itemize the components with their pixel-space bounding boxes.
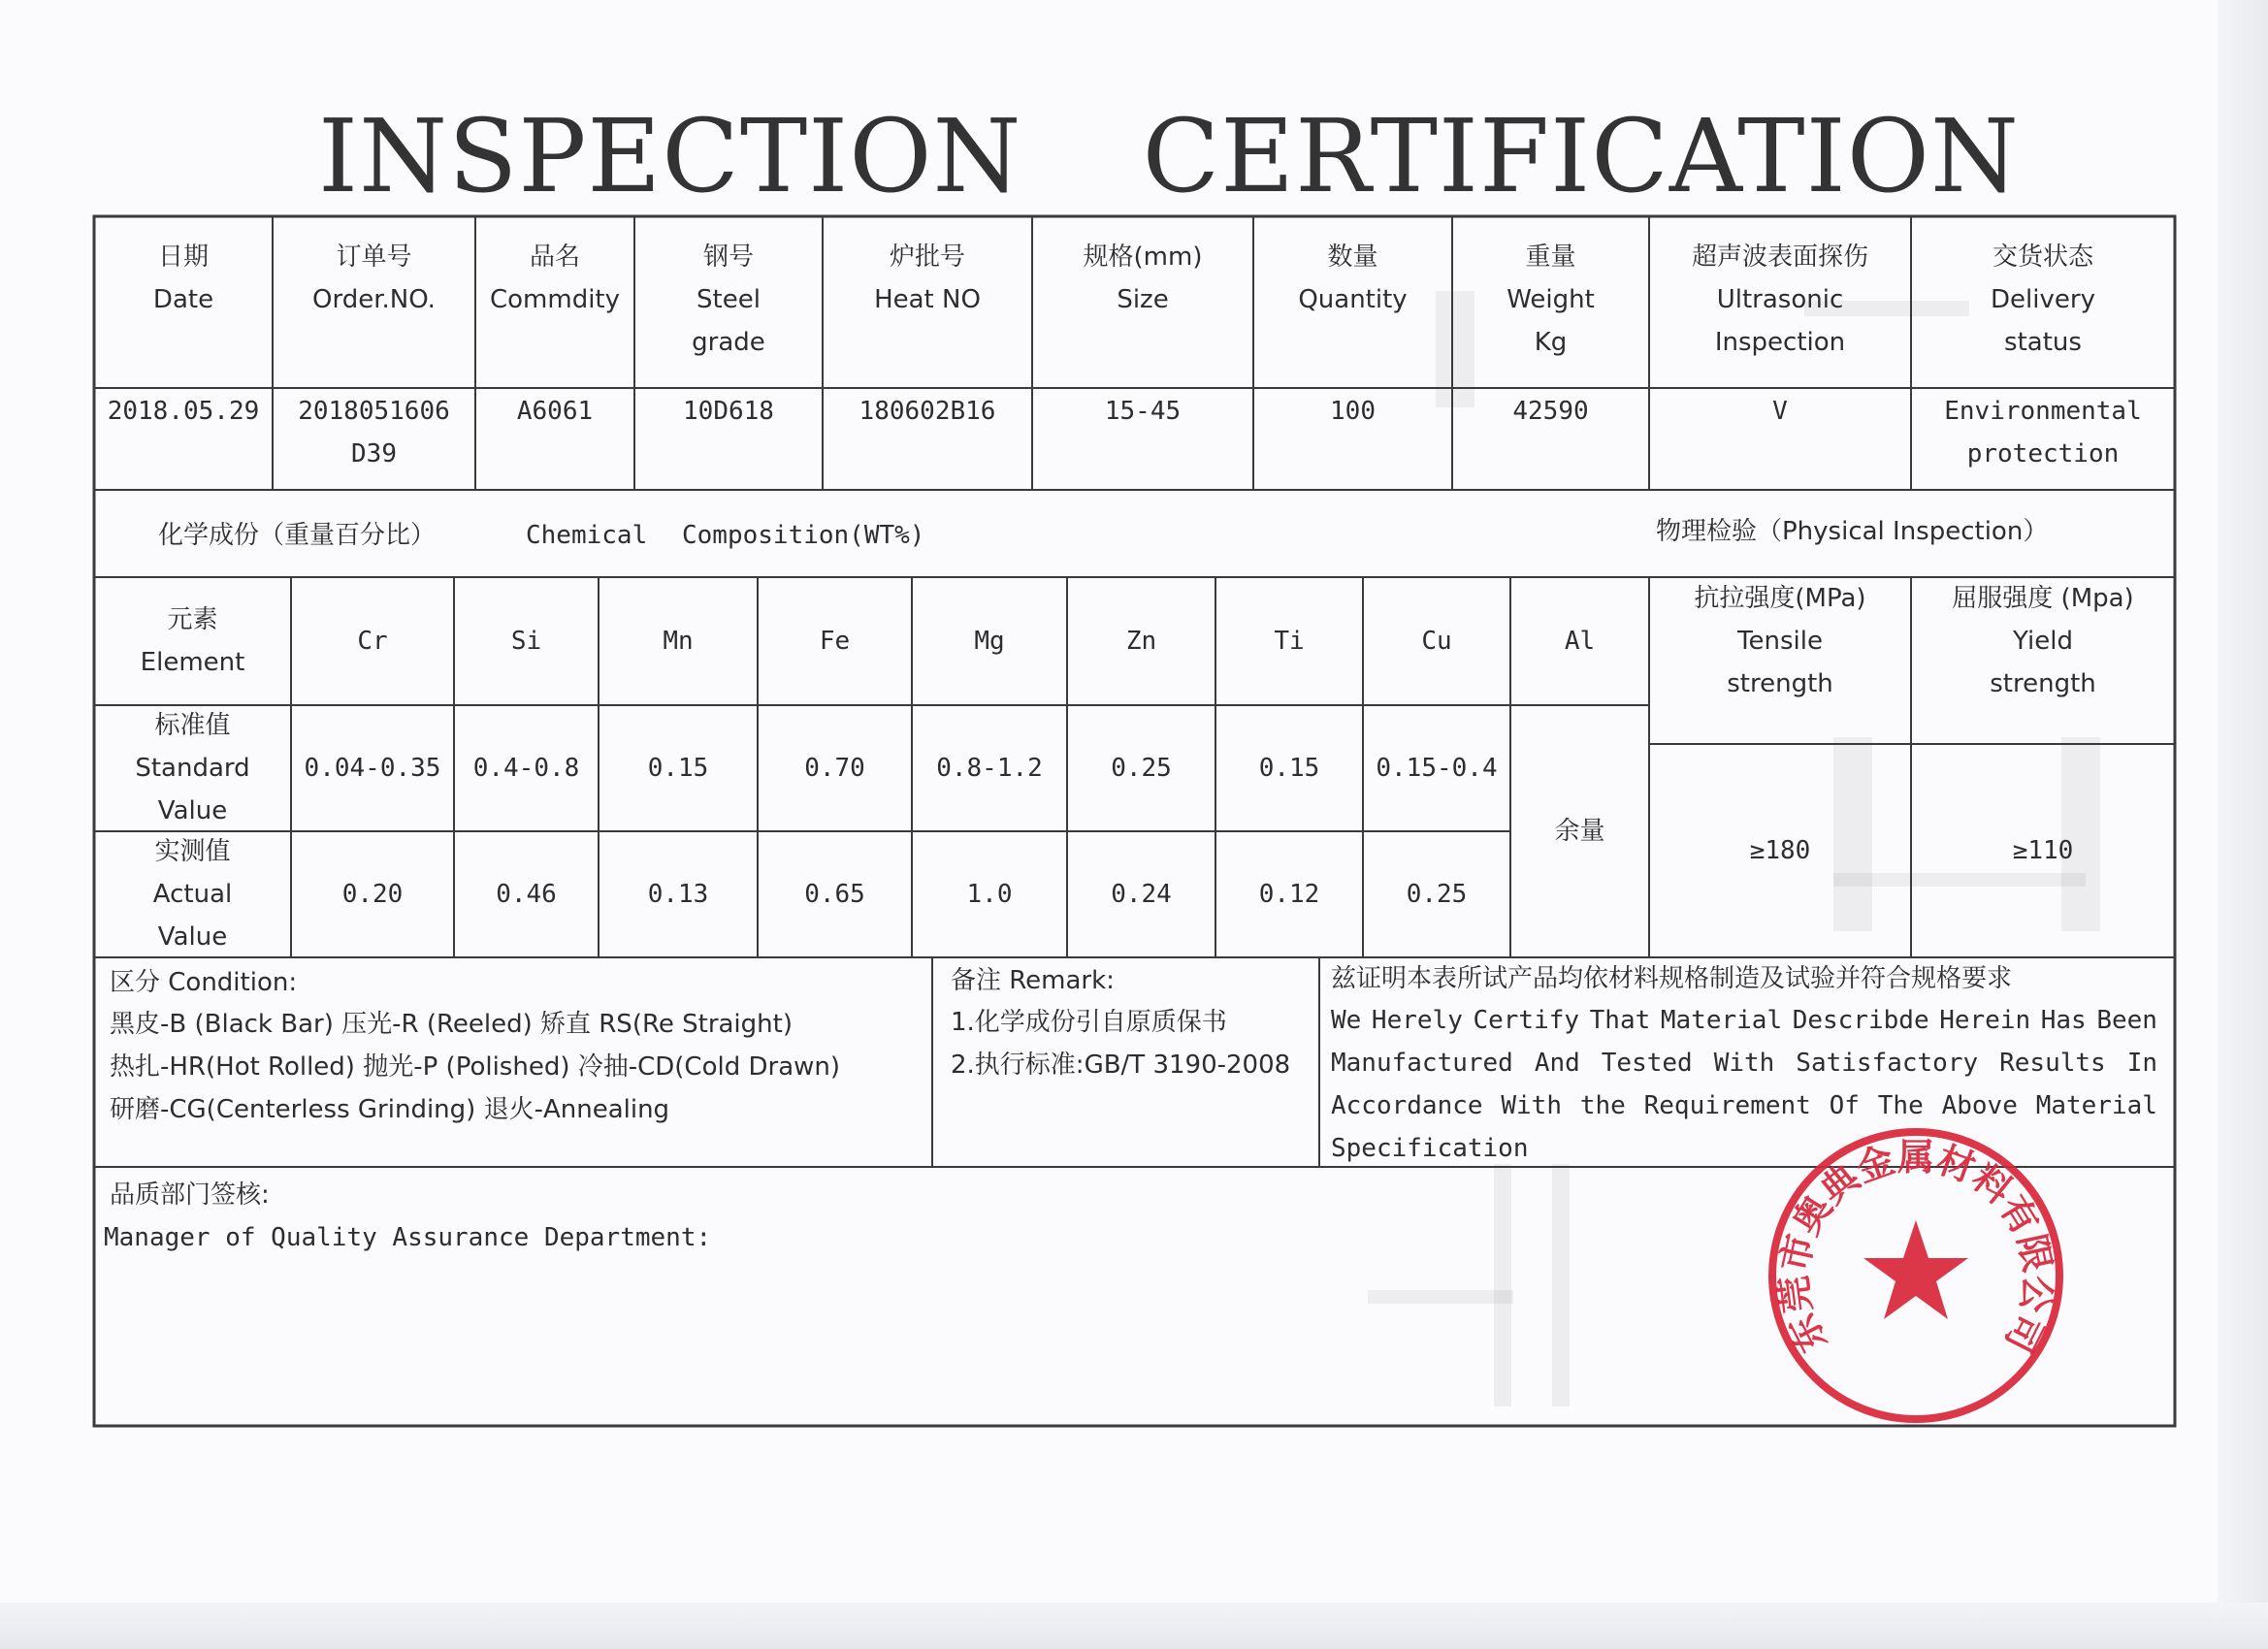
yield-cn-label: 屈服强度 (Mpa) [1952, 584, 2134, 613]
header-en-label: Order.NO. [312, 285, 436, 314]
record-size [1032, 388, 1253, 490]
tensile-cn-label: 抗拉强度(MPa) [1694, 584, 1866, 613]
certify-word: Material [1660, 1006, 1783, 1035]
header-en-label: grade [692, 328, 765, 357]
standard-ti: 0.15 [1258, 754, 1320, 783]
physical-section-label: 物理检验（Physical Inspection） [1656, 517, 2049, 546]
element-mg: Mg [974, 627, 1005, 656]
standard-si: 0.4-0.8 [472, 754, 580, 783]
certify-word: Certify [1473, 1006, 1580, 1035]
certify-word: Above [1941, 1091, 2018, 1120]
condition-line: 黑皮-B (Black Bar) 压光-R (Reeled) 矫直 RS(Re Straight) [110, 1010, 793, 1039]
qa-en-label: Manager of Quality Assurance Department: [104, 1223, 712, 1252]
header-en-label: status [2004, 328, 2082, 357]
actual-zn: 0.24 [1111, 880, 1172, 909]
header-en-label: Heat NO [874, 285, 981, 314]
header-en-label: Kg [1534, 328, 1568, 357]
actual-cr: 0.20 [341, 880, 404, 909]
chemical-section-unit-label: Composition(WT%) [682, 521, 925, 550]
certify-line [1331, 1084, 2157, 1127]
record-quantity [1253, 388, 1452, 490]
record-value: 42590 [1512, 397, 1589, 426]
certify-word: Material [2035, 1091, 2157, 1120]
record-weight [1452, 388, 1649, 490]
yield-strength-value: ≥110 [2012, 836, 2074, 865]
row-label-en: Actual [152, 880, 233, 909]
al-balance: 余量 [1554, 817, 1605, 846]
header-cn-label: 钢号 [702, 242, 754, 272]
actual-ti: 0.12 [1258, 880, 1320, 909]
chemical-section-cn-label: 化学成份（重量百分比） [158, 521, 437, 550]
header-en-label: Ultrasonic [1716, 285, 1844, 314]
condition-line: 热扎-HR(Hot Rolled) 抛光-P (Polished) 冷抽-CD(Cold Drawn) [110, 1052, 841, 1082]
certify-word: With [1713, 1049, 1775, 1078]
record-steel-grade [634, 388, 823, 490]
header-cn-label: 订单号 [336, 242, 412, 272]
certify-word: And [1534, 1049, 1580, 1078]
record-value: protection [1966, 439, 2120, 469]
header-cn-label: 日期 [157, 242, 209, 272]
element-header [94, 577, 291, 705]
header-cn-label: 交货状态 [1992, 242, 2093, 272]
certify-word: the [1579, 1091, 1626, 1120]
certify-word: Requirement [1643, 1091, 1811, 1120]
actual-si: 0.46 [496, 880, 557, 909]
tensile-strength-header [1649, 577, 1911, 744]
header-steel-grade [634, 216, 823, 388]
certify-word: Results [1999, 1049, 2106, 1078]
header-en-label: Weight [1507, 285, 1595, 314]
certify-word: We [1331, 1006, 1362, 1035]
record-commodity [475, 388, 634, 490]
remark-title: 备注 Remark: [951, 966, 1115, 995]
certify-word: Of [1829, 1091, 1860, 1120]
qa-cn-label: 品质部门签核: [110, 1180, 270, 1210]
record-delivery-status [1911, 388, 2175, 490]
header-en-label: Commdity [489, 285, 621, 314]
header-en-label: Delivery [1991, 285, 2095, 314]
yield-en-label: Yield [2013, 627, 2073, 656]
record-value: 10D618 [683, 397, 774, 426]
standard-cu: 0.15-0.4 [1376, 754, 1498, 783]
certify-word: With [1501, 1091, 1562, 1120]
header-order-no [273, 216, 475, 388]
standard-mn: 0.15 [647, 754, 709, 783]
standard-mg: 0.8-1.2 [936, 754, 1043, 783]
record-value: 180602B16 [859, 397, 996, 426]
header-en-label: Quantity [1298, 285, 1408, 314]
record-value: 2018.05.29 [107, 397, 260, 426]
certify-word: Herely [1371, 1006, 1463, 1035]
element-header-en: Element [140, 648, 245, 677]
element-si: Si [510, 627, 542, 656]
actual-mg: 1.0 [966, 880, 1013, 909]
actual-mn: 0.13 [647, 880, 709, 909]
header-cn-label: 规格(mm) [1083, 242, 1203, 272]
certify-word: Tested [1601, 1049, 1693, 1078]
record-value: 100 [1330, 397, 1376, 426]
star-icon [1863, 1220, 1968, 1319]
element-header-cn: 元素 [167, 605, 218, 634]
header-cn-label: 品名 [529, 242, 580, 272]
tensile-en-label: Tensile [1737, 627, 1823, 656]
row-label-en: Value [157, 796, 228, 825]
certify-word: Has [2040, 1006, 2087, 1035]
row-label-cn: 实测值 [154, 837, 231, 866]
certify-word: Been [2096, 1006, 2157, 1035]
certify-word: In [2126, 1049, 2157, 1078]
element-ti: Ti [1274, 627, 1305, 656]
remark-line: 1.化学成份引自原质保书 [951, 1008, 1227, 1037]
header-cn-label: 重量 [1525, 242, 1576, 272]
header-en-label: Date [152, 285, 214, 314]
certify-word: Accordance [1331, 1091, 1483, 1120]
record-value: V [1772, 397, 1788, 426]
remark-line: 2.执行标准:GB/T 3190-2008 [951, 1051, 1291, 1080]
condition-title: 区分 Condition: [110, 968, 298, 997]
element-mn: Mn [663, 627, 694, 656]
standard-zn: 0.25 [1111, 754, 1172, 783]
certify-word: Herein [1939, 1006, 2031, 1035]
header-en-label: Inspection [1714, 328, 1846, 357]
record-value: D39 [351, 439, 397, 469]
element-fe: Fe [819, 627, 851, 656]
record-value: Environmental [1944, 397, 2142, 426]
certify-word: Satisfactory [1796, 1049, 1979, 1078]
actual-fe: 0.65 [804, 880, 865, 909]
stamp-company-name: 东莞市奥典金属材料有限公司 [1771, 1136, 2060, 1360]
record-order-no [273, 388, 475, 490]
element-cu: Cu [1421, 627, 1452, 656]
header-cn-label: 数量 [1327, 242, 1378, 272]
tensile-strength-value: ≥180 [1749, 836, 1811, 865]
certify-word: Describde [1792, 1006, 1929, 1035]
certify-cn: 兹证明本表所试产品均依材料规格制造及试验并符合规格要求 [1331, 964, 2013, 993]
header-en-label: Size [1117, 285, 1169, 314]
certify-word: That [1589, 1006, 1651, 1035]
condition-line: 研磨-CG(Centerless Grinding) 退火-Annealing [110, 1095, 670, 1124]
header-date [94, 216, 273, 388]
element-zn: Zn [1125, 627, 1157, 656]
record-heat-no [823, 388, 1032, 490]
header-en-label: Steel [697, 285, 761, 314]
standard-fe: 0.70 [804, 754, 865, 783]
certify-word: The [1877, 1091, 1924, 1120]
element-cr: Cr [357, 627, 388, 656]
standard-value-label [94, 705, 291, 831]
yield-en-label: strength [1990, 669, 2096, 698]
record-value: A6061 [516, 397, 594, 426]
header-quantity [1253, 216, 1452, 388]
header-cn-label: 炉批号 [889, 242, 965, 272]
record-date [94, 388, 273, 490]
record-value: 2018051606 [298, 397, 450, 426]
certify-line [1331, 1042, 2157, 1084]
row-label-en: Standard [135, 754, 250, 783]
record-ultrasonic [1649, 388, 1911, 490]
header-ultrasonic-inspection [1649, 216, 1911, 388]
certify-line [1331, 999, 2157, 1042]
header-size [1032, 216, 1253, 388]
element-al: Al [1564, 627, 1596, 656]
header-weight [1452, 216, 1649, 388]
title-certification: CERTIFICATION [1142, 97, 2020, 215]
header-commodity [475, 216, 634, 388]
certify-line [1331, 1127, 1529, 1170]
row-label-en: Value [157, 922, 228, 952]
certify-word: Specification [1331, 1134, 1529, 1163]
header-delivery-status [1911, 216, 2175, 388]
company-seal-stamp [1766, 1125, 2066, 1426]
header-cn-label: 超声波表面探伤 [1691, 242, 1868, 272]
actual-value-label [94, 831, 291, 957]
record-value: 15-45 [1104, 397, 1182, 426]
header-heat-no [823, 216, 1032, 388]
row-label-cn: 标准值 [154, 711, 231, 740]
chemical-section-label: Chemical [526, 521, 648, 550]
certify-word: Manufactured [1331, 1049, 1513, 1078]
standard-cr: 0.04-0.35 [304, 754, 441, 783]
yield-strength-header [1911, 577, 2175, 744]
tensile-en-label: strength [1727, 669, 1833, 698]
actual-cu: 0.25 [1406, 880, 1468, 909]
title-inspection: INSPECTION [318, 97, 1022, 215]
